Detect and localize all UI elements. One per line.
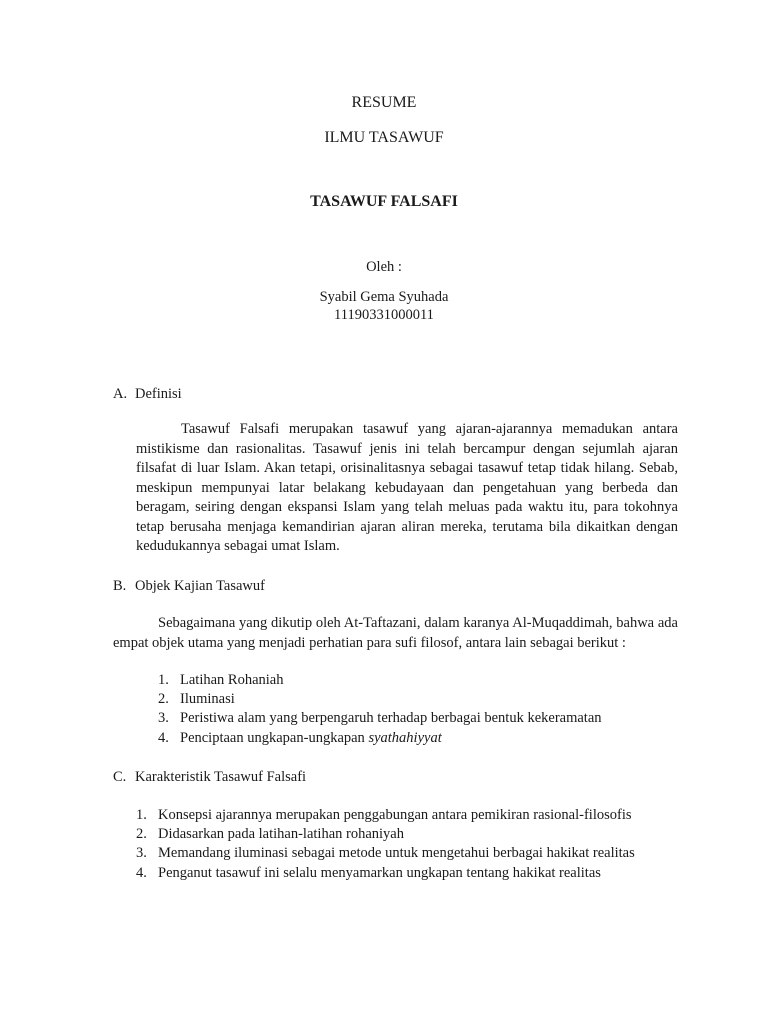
course-title: ILMU TASAWUF — [324, 129, 444, 146]
section-c-title: Karakteristik Tasawuf Falsafi — [135, 769, 307, 785]
italic-term: syathahiyyat — [368, 729, 442, 746]
list-item: 3. Memandang iluminasi sebagai metode untuk mengetahui berbagai hakikat realitas — [136, 845, 635, 862]
section-b-paragraph: Sebagaimana yang dikutip oleh At-Taftazani, dalam karanya Al-Muqaddimah, bahwa ada empat objek utama yang menjadi perhatian para sufi filosof, antara lain sebagai berikut : — [113, 615, 678, 651]
author-id: 11190331000011 — [334, 307, 434, 323]
section-b-title: Objek Kajian Tasawuf — [135, 578, 265, 594]
characteristics-list — [136, 806, 635, 883]
list-item: 4. Penganut tasawuf ini selalu menyamarkan ungkapan tentang hakikat realitas — [136, 864, 601, 881]
by-label: Oleh : — [366, 259, 402, 275]
section-a-letter: A. — [113, 386, 128, 402]
section-c-heading — [113, 768, 306, 786]
document-title: TASAWUF FALSAFI — [310, 193, 458, 210]
section-a-heading — [113, 385, 182, 403]
list-item: 4. Penciptaan ungkapan-ungkapan syathahiyyat — [158, 729, 442, 746]
section-b-letter: B. — [113, 578, 127, 594]
section-a-title: Definisi — [135, 386, 182, 402]
author-name: Syabil Gema Syuhada — [319, 289, 449, 305]
list-item: 3. Peristiwa alam yang berpengaruh terhadap berbagai bentuk kekeramatan — [158, 710, 602, 727]
list-item: 1. Konsepsi ajarannya merupakan penggabungan antara pemikiran rasional-filosofis — [136, 807, 632, 823]
objects-list — [158, 671, 602, 748]
section-a-paragraph: Tasawuf Falsafi merupakan tasawuf yang ajaran-ajarannya memadukan antara mistikisme dan rasionalitas. Tasawuf jenis ini telah bercampur dengan sejumlah ajaran filsafat di luar Islam. Akan tetapi, orisinalitasnya sebagai tasawuf tetap tidak hilang. Sebab, meskipun mempunyai latar belakang kebudayaan dan pengetahuan yang berbeda dan beragam, seiring dengan ekspansi Islam yang telah meluas pada waktu itu, para tokohnya tetap berusaha menjaga kemandirian ajaran aliran mereka, terutama bila dikaitkan dengan kedudukannya sebagai umat Islam. — [136, 421, 678, 554]
section-c-letter: C. — [113, 769, 127, 785]
section-b-heading — [113, 577, 265, 595]
list-item: 2. Iluminasi — [158, 691, 235, 708]
list-item: 1. Latihan Rohaniah — [158, 672, 284, 688]
list-item: 2. Didasarkan pada latihan-latihan rohaniyah — [136, 826, 404, 843]
resume-label: RESUME — [351, 94, 417, 111]
